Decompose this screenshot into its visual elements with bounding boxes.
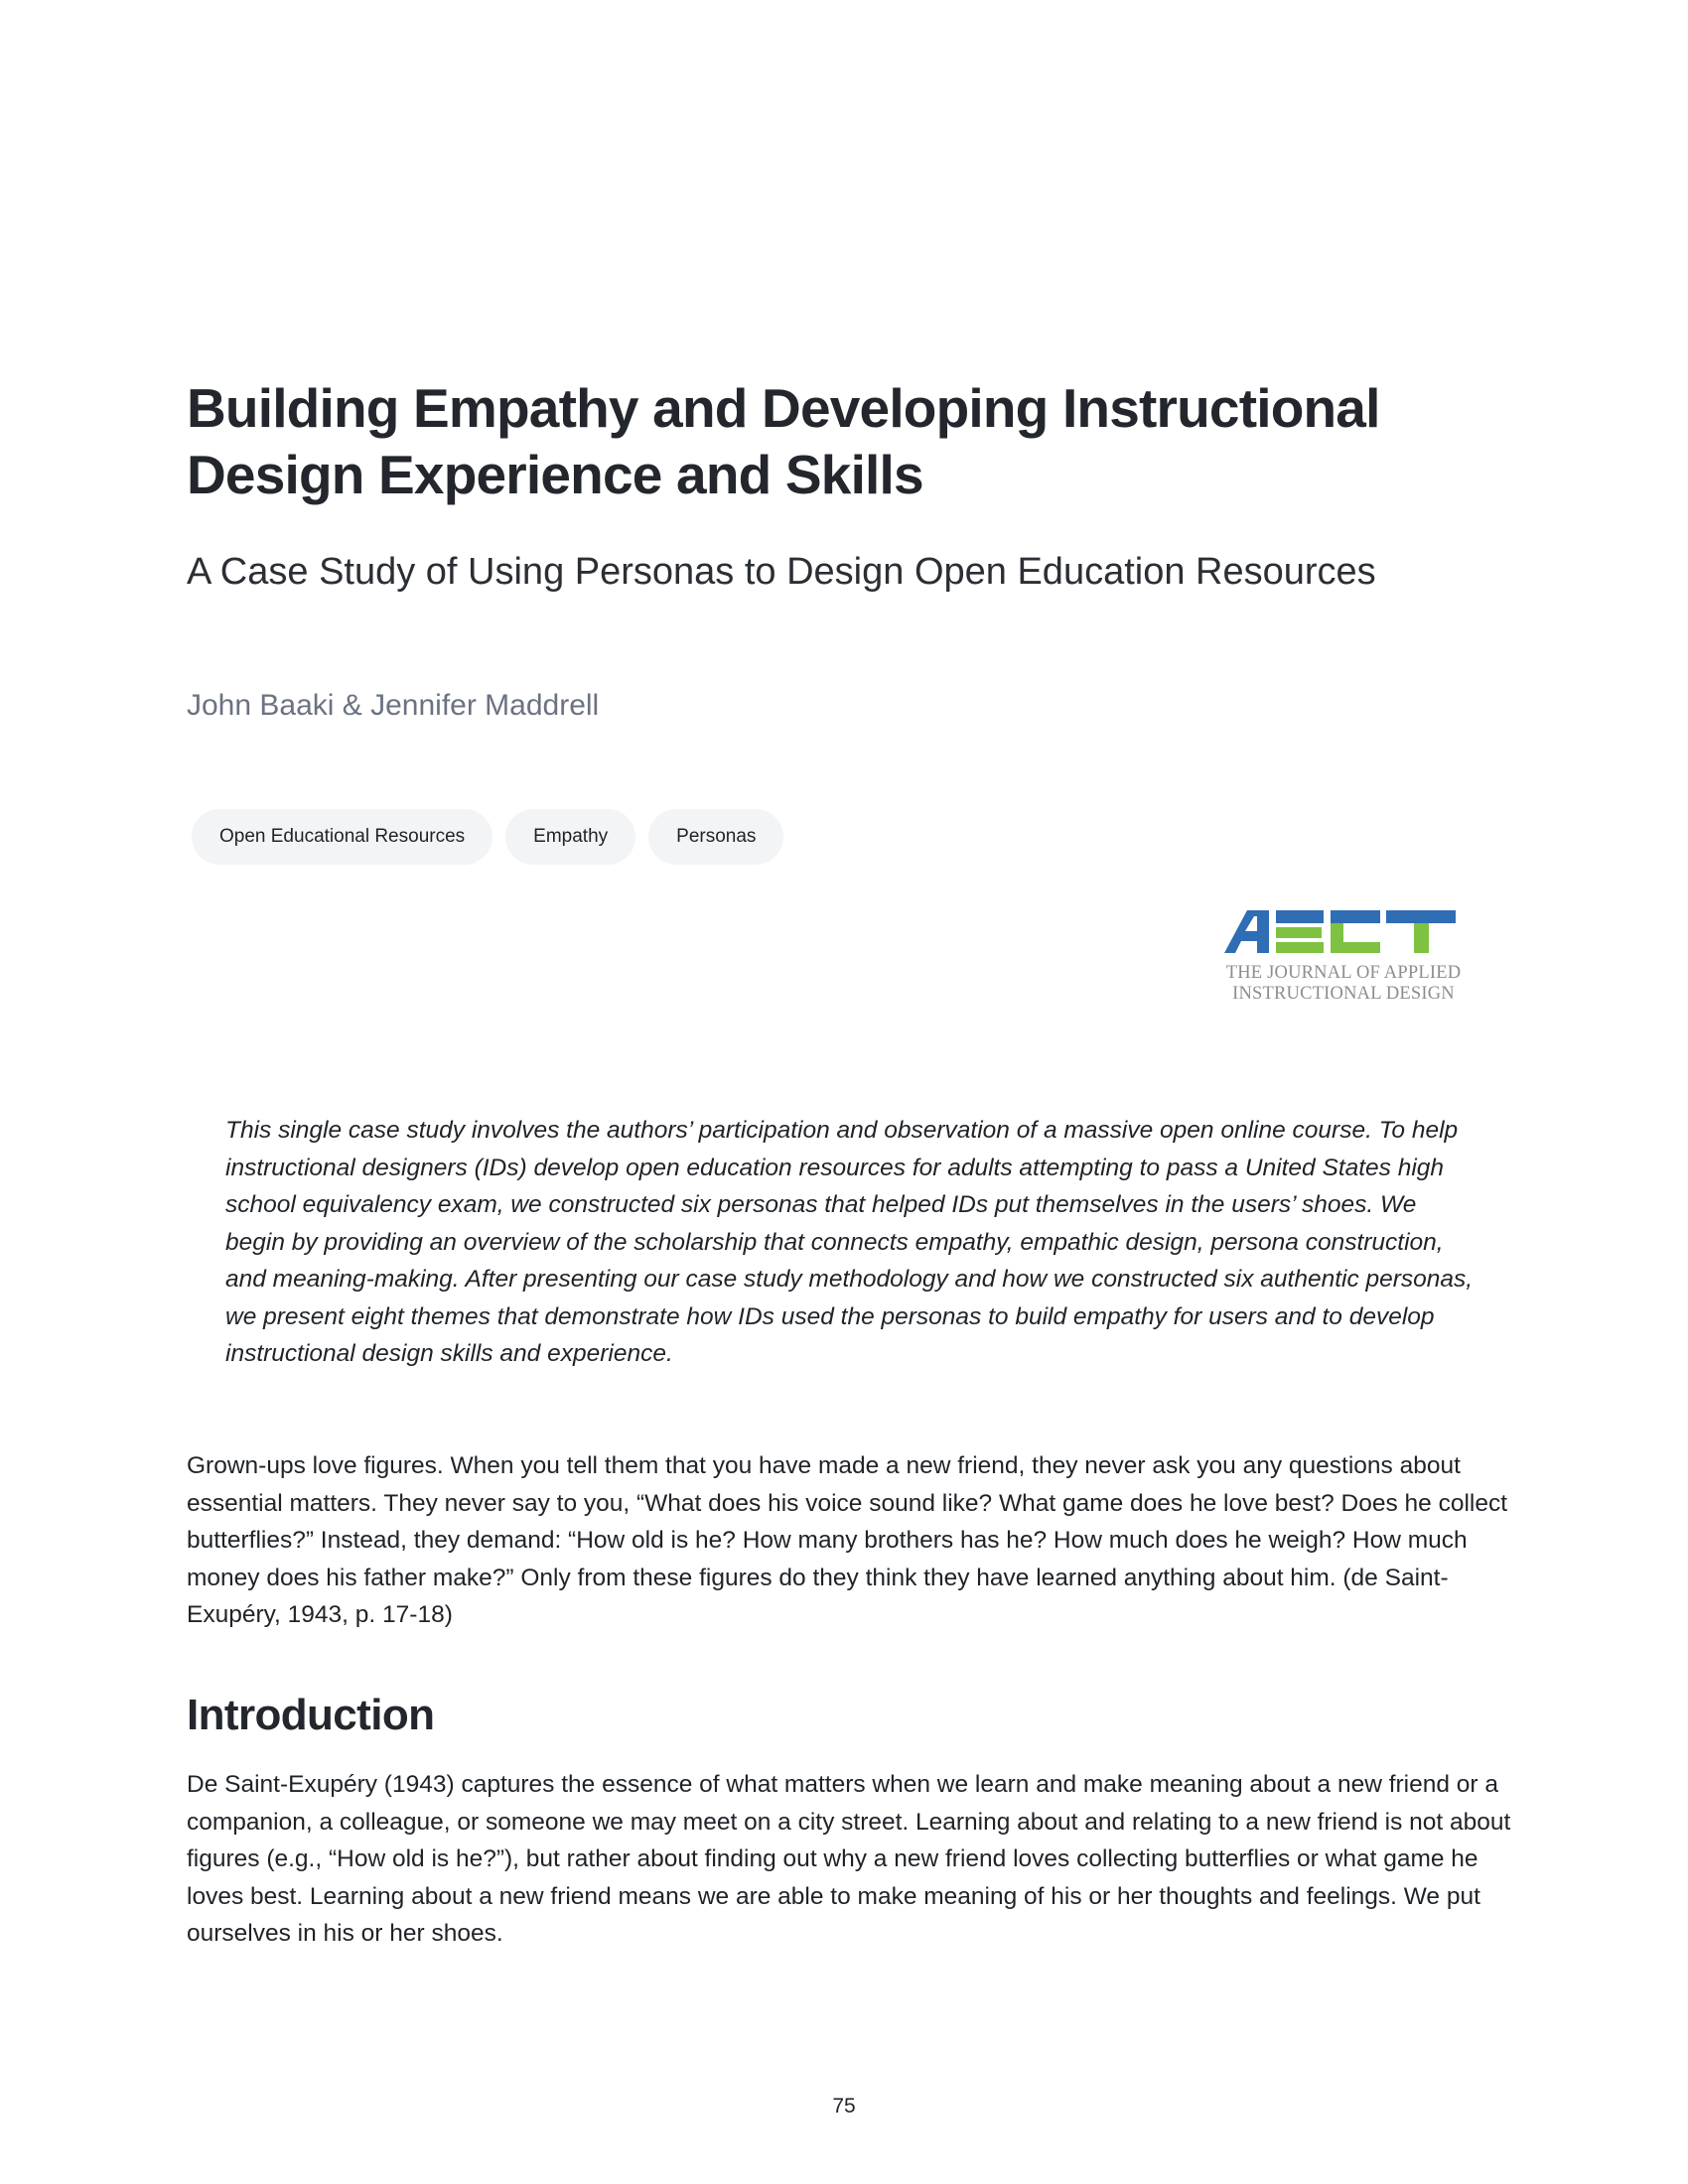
- section-heading-introduction: Introduction: [187, 1691, 435, 1739]
- aect-letter-c-top: [1331, 910, 1380, 923]
- keyword-tags: [192, 809, 783, 865]
- aect-letter-a: [1224, 910, 1269, 953]
- article-title: Building Empathy and Developing Instructional Design Experience and Skills: [187, 377, 1380, 505]
- aect-letter-c-bottom: [1331, 942, 1380, 953]
- keyword-tag-empathy[interactable]: Empathy: [505, 809, 635, 865]
- aect-letter-c-side: [1331, 923, 1343, 942]
- page-number: 75: [832, 2095, 856, 2117]
- logo-caption-line-1: THE JOURNAL OF APPLIED: [1225, 963, 1462, 983]
- aect-journal-logo: [1219, 903, 1468, 1013]
- article-authors: John Baaki & Jennifer Maddrell: [187, 689, 600, 722]
- article-subtitle: A Case Study of Using Personas to Design Open Education Resources: [187, 551, 1376, 593]
- aect-wordmark-icon: [1219, 903, 1468, 959]
- article-abstract: This single case study involves the authors’ participation and observation of a massive open online course. To help instructional designers (IDs) develop open education resources for adults attempting to pass a United States high school equivalency exam, we constructed six personas that helped IDs put themselves in the users’ shoes. We begin by providing an overview of the scholarship that connects empathy, empathic design, persona construction, and meaning-making. After presenting our case study methodology and how we constructed six authentic personas, we present eight themes that demonstrate how IDs used the personas to build empathy for users and to develop instructional design skills and experience.: [225, 1117, 1474, 1367]
- keyword-tag-open-educational-resources[interactable]: Open Educational Resources: [192, 809, 492, 865]
- epigraph-quote: Grown-ups love figures. When you tell them that you have made a new friend, they never ask you any questions about essential matters. They never say to you, “What does his voice sound like? What game does he love best? Does he collect butterflies?” Instead, they demand: “How old is he? How many brothers has he? How much does he weigh? How much money does his father make?” Only from these figures do they think they have learned anything about him. (de Saint-Exupéry, 1943, p. 17-18): [187, 1452, 1508, 1628]
- aect-letter-e-top: [1276, 910, 1324, 923]
- aect-letter-t-bar: [1386, 910, 1456, 923]
- keyword-tag-personas[interactable]: Personas: [648, 809, 783, 865]
- aect-letter-e-bottom: [1276, 942, 1324, 953]
- aect-letter-e-mid: [1276, 927, 1322, 938]
- introduction-paragraph: De Saint-Exupéry (1943) captures the essence of what matters when we learn and make meaning about a new friend or a companion, a colleague, or someone we may meet on a city street. Learning about and relating to a new friend is not about figures (e.g., “How old is he?”), but rather about finding out why a new friend loves collecting butterflies or what game he loves best. Learning about a new friend means we are able to make meaning of his or her thoughts and feelings. We put ourselves in his or her shoes.: [187, 1771, 1511, 1947]
- logo-caption-line-2: INSTRUCTIONAL DESIGN: [1232, 984, 1455, 1004]
- aect-letter-t-stem: [1414, 923, 1429, 953]
